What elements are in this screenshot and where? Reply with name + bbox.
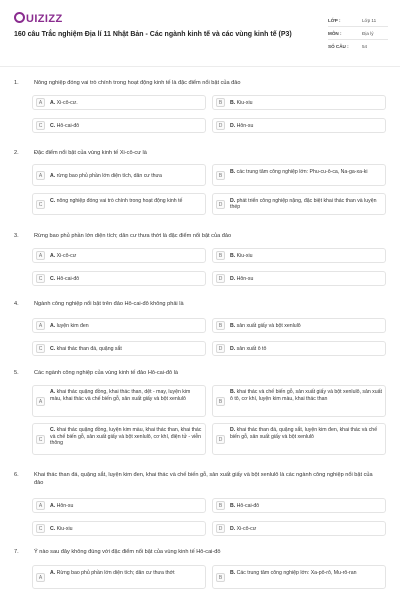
option-letter: A [36,573,45,582]
option-text: B. sản xuất giấy và bột xenlulô [230,322,301,329]
option-text: C. Hô-cai-đô [50,122,80,129]
option-text: A. luyện kim đen [50,322,89,329]
question-text: Các ngành công nghiệp của vùng kinh tế đảo Hô-cai-đô là [34,370,178,376]
option-text: A. Xi-cô-cư [50,252,77,259]
option-text: A. khai thác quặng đồng, khai thác than, dệt - may, luyện kim màu, khai thác và chế biến gỗ, sản xuất giấy và bột xenlulô [50,389,191,402]
option-letter: C [36,121,45,130]
option-d[interactable] [212,521,386,536]
option-text: D. khai thác than đá, quặng sắt, luyện kim đen, khai thác và chế biến gỗ, sản xuất giấy và bột xenlulô [230,427,378,440]
option-a[interactable] [32,565,206,589]
option-text: A. rừng bao phủ phần lớn diện tích, dân cư thưa [50,172,162,179]
option-letter: C [36,274,45,283]
option-text: D. Hôn-su [230,122,254,129]
option-text: D. sản xuất ô tô [230,345,267,352]
option-text: C. Hô-cai-đô [50,275,80,282]
option-c[interactable] [32,118,206,133]
option-d[interactable] [212,118,386,133]
option-b[interactable] [212,164,386,186]
question-number: 2. [14,150,19,156]
question-number: 4. [14,301,19,307]
option-d[interactable] [212,341,386,356]
option-b[interactable] [212,498,386,513]
option-letter: A [36,251,45,260]
option-letter: B [216,573,225,582]
option-text: A. Xi-cô-cư. [50,99,78,106]
option-text: D. Xi-cô-cư [230,525,257,532]
option-a[interactable] [32,318,206,333]
option-letter: B [216,171,225,180]
option-letter: D [216,200,225,209]
option-d[interactable] [212,193,386,215]
option-letter: A [36,171,45,180]
option-b[interactable] [212,385,386,417]
option-b[interactable] [212,565,386,589]
meta-row-class [328,14,388,27]
option-text: D. phát triển công nghiệp nặng, đặc biệt khai thác than và luyện thép [230,197,377,211]
option-text: A. Rừng bao phủ phần lớn diện tích; dân cư thưa thớt [50,570,175,576]
option-letter: C [36,524,45,533]
option-letter: D [216,121,225,130]
meta-label: SỐ CÂU : [328,44,349,49]
question-text: Khai thác than đá, quặng sắt, luyện kim đen, khai thác và chế biến gỗ, sản xuất giấy và bột xenlulô là các ngành công nghiệp nổi bật của đảo [34,472,373,486]
option-b[interactable] [212,318,386,333]
option-text: A. Hôn-su [50,502,74,509]
worksheet-header [0,0,400,66]
option-text: B. Các trung tâm công nghiệp lớn: Xa-pô-rô, Mu-rô-ran [230,570,357,576]
option-text: B. Kiu-xiu [230,99,253,106]
logo-text: UIZIZZ [26,13,63,25]
option-letter: D [216,344,225,353]
option-b[interactable] [212,248,386,263]
question-2 [0,150,400,222]
question-number: 5. [14,370,19,376]
option-letter: A [36,321,45,330]
meta-info-box [328,14,388,53]
question-text: Đặc điểm nổi bật của vùng kinh tế Xi-cô-cư là [34,150,147,156]
meta-value: Lớp 11 [362,17,377,23]
option-c[interactable] [32,193,206,215]
question-4 [0,301,400,361]
option-text: B. các trung tâm công nghiệp lớn: Phu-cu-ô-ca, Na-ga-xa-ki [230,168,368,175]
option-c[interactable] [32,423,206,455]
option-c[interactable] [32,521,206,536]
option-a[interactable] [32,385,206,417]
question-7 [0,549,400,599]
option-c[interactable] [32,271,206,286]
quizizz-logo [14,12,63,25]
meta-value: Địa lý [362,30,374,36]
option-letter: A [36,397,45,406]
option-text: D. Hôn-su [230,275,254,282]
option-letter: A [36,501,45,510]
option-a[interactable] [32,95,206,110]
option-text: B. khai thác và chế biến gỗ, sản xuất giấy và bột xenlulô, sản xuất ô tô, cơ khí, luyện kim màu, khai thác than [230,389,382,402]
logo-q-mark-icon [14,12,25,23]
option-d[interactable] [212,271,386,286]
meta-value: 54 [362,44,368,49]
question-number: 7. [14,549,19,555]
option-letter: C [36,200,45,209]
question-number: 6. [14,472,19,478]
option-letter: A [36,98,45,107]
option-text: C. Kiu-xiu [50,525,73,532]
option-letter: D [216,435,225,444]
option-text: C. khai thác than đá, quặng sắt [50,345,122,352]
option-a[interactable] [32,164,206,186]
question-6 [0,472,400,542]
question-1 [0,80,400,140]
meta-row-subject [328,27,388,40]
question-text: Ngành công nghiệp nổi bật trên đảo Hô-cai-đô không phải là [34,301,184,307]
meta-label: LỚP : [328,17,341,23]
option-letter: B [216,98,225,107]
option-c[interactable] [32,341,206,356]
option-letter: C [36,435,45,444]
question-3 [0,233,400,293]
option-a[interactable] [32,498,206,513]
option-d[interactable] [212,423,386,455]
question-number: 3. [14,233,19,239]
question-text: Ý nào sau đây không đúng với đặc điểm nổi bật của vùng kinh tế Hô-cai-đô [34,549,221,555]
meta-label: MÔN : [328,30,342,36]
option-text: B. Kiu-xiu [230,252,253,259]
question-number: 1. [14,80,19,86]
option-letter: B [216,251,225,260]
option-text: B. Hô-cai-đô [230,502,260,509]
worksheet-title: 160 câu Trắc nghiệm Địa lí 11 Nhật Bản - Các ngành kinh tế và các vùng kinh tế (P3) [14,31,292,38]
option-text: C. khai thác quặng đồng, luyện kim màu, khai thác than, khai thác và chế biến gỗ, sản xuất giấy và bột xenlulô, cơ khí, điện tử - viễn thông [50,427,202,447]
option-letter: B [216,501,225,510]
header-divider [0,66,400,67]
question-text: Nông nghiệp đóng vai trò chính trong hoạt động kinh tế là đặc điểm nổi bật của đảo [34,80,241,86]
option-letter: C [36,344,45,353]
option-letter: B [216,397,225,406]
option-b[interactable] [212,95,386,110]
option-letter: B [216,321,225,330]
option-letter: D [216,524,225,533]
meta-row-count [328,40,388,53]
option-letter: D [216,274,225,283]
option-text: C. nông nghiệp đóng vai trò chính trong hoạt động kinh tế [50,197,183,204]
question-text: Rừng bao phủ phần lớn diện tích; dân cư thưa thớt là đặc điểm nổi bật của đảo [34,233,232,239]
option-a[interactable] [32,248,206,263]
question-5 [0,370,400,466]
